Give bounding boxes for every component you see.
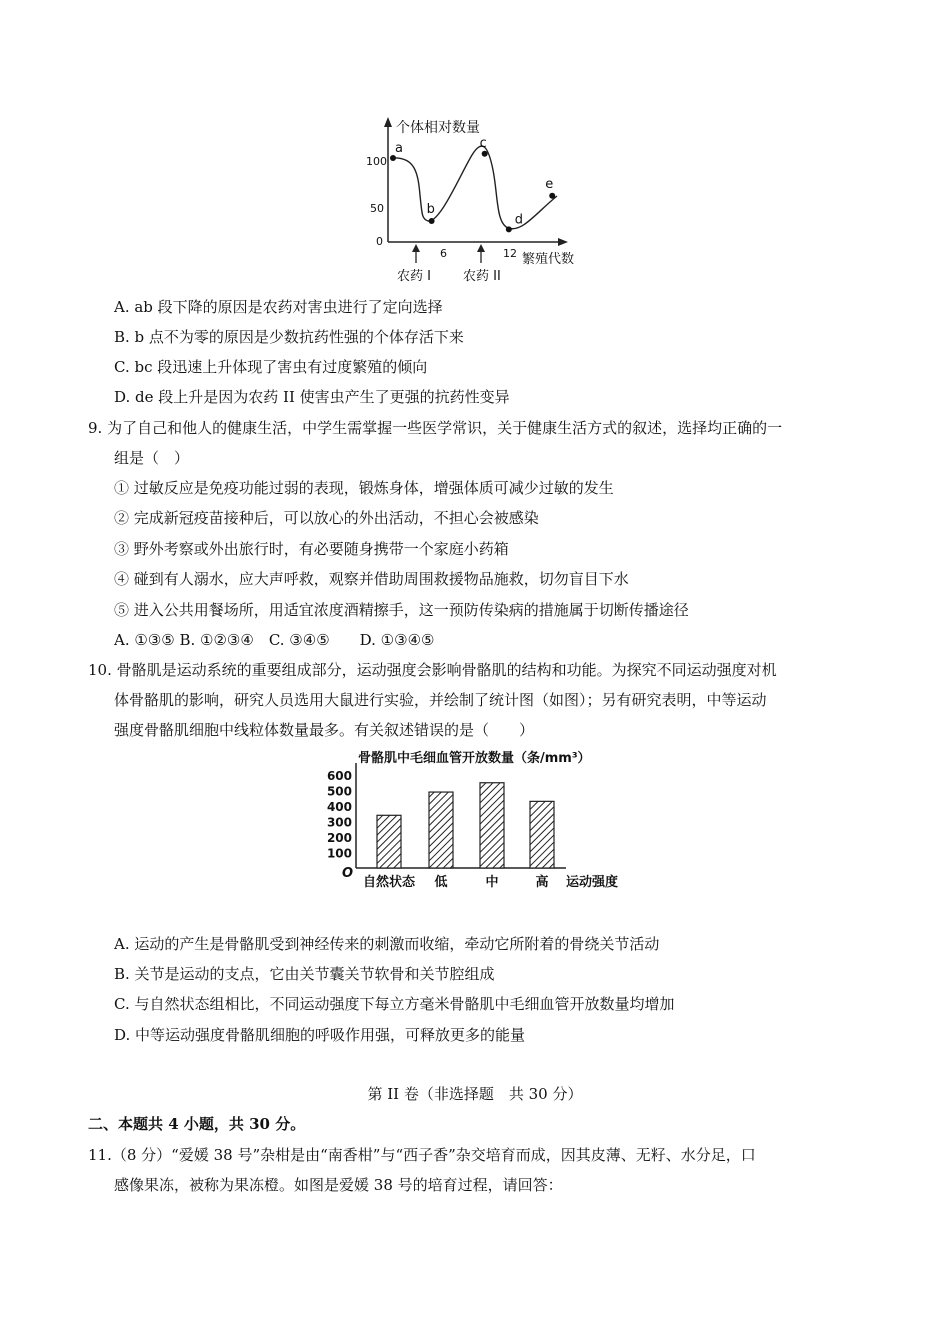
- q8-option-b: B. b 点不为零的原因是少数抗药性强的个体存活下来: [114, 328, 464, 346]
- category-labels: [363, 874, 549, 890]
- y-tick-500: 500: [326, 784, 352, 799]
- q10-option-b: B. 关节是运动的支点，它由关节囊关节软骨和关节腔组成: [114, 965, 495, 983]
- population-curve: [393, 146, 557, 229]
- point-label-a: a: [395, 141, 403, 156]
- chart-title: 骨骼肌中毛细血管开放数量（条/mm³）: [358, 751, 591, 766]
- x-axis-label: 繁殖代数: [522, 252, 575, 267]
- q8-option-a: A. ab 段下降的原因是农药对害虫进行了定向选择: [114, 298, 443, 316]
- y-tick-50: 50: [370, 202, 384, 215]
- bar-2: [480, 783, 504, 868]
- x-axis-label: 运动强度: [566, 875, 619, 890]
- point-label-d: d: [514, 212, 524, 228]
- y-tick-300: 300: [326, 815, 352, 830]
- y-tick-100: 100: [366, 155, 387, 168]
- point-label-c: c: [479, 135, 487, 151]
- q10-option-a: A. 运动的产生是骨骼肌受到神经传来的刺激而收缩，牵动它所附着的骨绕关节活动: [114, 935, 660, 953]
- q10-stem-line1: 10. 骨骼肌是运动系统的重要组成部分，运动强度会影响骨骼肌的结构和功能。为探究不同运动强度对机: [88, 661, 777, 679]
- bar-3: [530, 801, 554, 868]
- population-line-chart: [360, 115, 590, 290]
- x-axis-arrow: [558, 238, 568, 246]
- point-e: [549, 193, 555, 199]
- y-tick-200: 200: [326, 831, 352, 845]
- category-label-0: 自然状态: [362, 875, 416, 890]
- y-tick-100: 100: [326, 846, 352, 861]
- q10-option-d: D. 中等运动强度骨骼肌细胞的呼吸作用强，可释放更多的能量: [114, 1026, 526, 1044]
- section2-title: 第 II 卷（非选择题 共 30 分）: [367, 1085, 583, 1103]
- point-b: [429, 218, 435, 224]
- q8-option-d: D. de 段上升是因为农药 II 使害虫产生了更强的抗药性变异: [114, 388, 510, 406]
- q9-stem-line1: 9. 为了自己和他人的健康生活，中学生需掌握一些医学常识，关于健康生活方式的叙述，选择均正确的一: [88, 419, 783, 437]
- pesticide-2-label: 农药 II: [463, 269, 501, 284]
- y-tick-0: 0: [376, 235, 383, 248]
- point-c: [482, 151, 488, 157]
- q11-stem-line2: 感像果冻，被称为果冻橙。如图是爱媛 38 号的培育过程，请回答：: [114, 1176, 563, 1194]
- pesticide-1-label: 农药 I: [397, 269, 431, 284]
- section2-header: 二、本题共 4 小题，共 30 分。: [88, 1115, 306, 1133]
- category-label-2: 中: [485, 875, 499, 890]
- bars: [377, 783, 554, 868]
- capillary-bar-chart: [318, 745, 638, 895]
- q9-item-1: ① 过敏反应是免疫功能过弱的表现，锻炼身体，增强体质可减少过敏的发生: [114, 479, 614, 497]
- population-points: [390, 136, 555, 233]
- point-d: [506, 226, 512, 232]
- q9-item-4: ④ 碰到有人溺水，应大声呼救，观察并借助周围救援物品施救，切勿盲目下水: [114, 570, 629, 588]
- origin-label: O: [342, 866, 354, 881]
- q9-item-2: ② 完成新冠疫苗接种后，可以放心的外出活动，不担心会被感染: [114, 509, 539, 527]
- bar-0: [377, 815, 401, 868]
- q10-option-c: C. 与自然状态组相比，不同运动强度下每立方毫米骨骼肌中毛细血管开放数量均增加: [114, 995, 675, 1013]
- point-label-b: b: [426, 202, 435, 217]
- q9-options: A. ①③⑤ B. ①②③④ C. ③④⑤ D. ①③④⑤: [114, 631, 435, 649]
- q10-stem-line3: 强度骨骼肌细胞中线粒体数量最多。有关叙述错误的是（ ）: [114, 721, 535, 739]
- q9-item-5: ⑤ 进入公共用餐场所，用适宜浓度酒精擦手，这一预防传染病的措施属于切断传播途径: [114, 601, 689, 619]
- q11-stem-line1: 11.（8 分）“爱媛 38 号”杂柑是由“南香柑”与“西子香”杂交培育而成，因其皮薄、无籽、水分足，口: [88, 1146, 756, 1164]
- y-tick-400: 400: [326, 800, 352, 814]
- point-label-e: e: [545, 176, 554, 192]
- category-label-1: 低: [434, 875, 448, 890]
- y-ticks: [327, 769, 352, 861]
- bar-1: [429, 792, 453, 868]
- q8-option-c: C. bc 段迅速上升体现了害虫有过度繁殖的倾向: [114, 358, 428, 376]
- q9-stem-line2: 组是（ ）: [114, 449, 190, 467]
- y-axis-arrow: [384, 117, 392, 127]
- q10-stem-line2: 体骨骼肌的影响，研究人员选用大鼠进行实验，并绘制了统计图（如图）；另有研究表明，中等运动: [114, 691, 767, 709]
- x-tick-6: 6: [440, 247, 447, 260]
- y-axis-label: 个体相对数量: [396, 120, 480, 136]
- x-tick-12: 12: [503, 247, 517, 260]
- y-tick-600: 600: [326, 769, 352, 783]
- category-label-3: 高: [535, 875, 549, 890]
- q9-item-3: ③ 野外考察或外出旅行时，有必要随身携带一个家庭小药箱: [114, 540, 509, 558]
